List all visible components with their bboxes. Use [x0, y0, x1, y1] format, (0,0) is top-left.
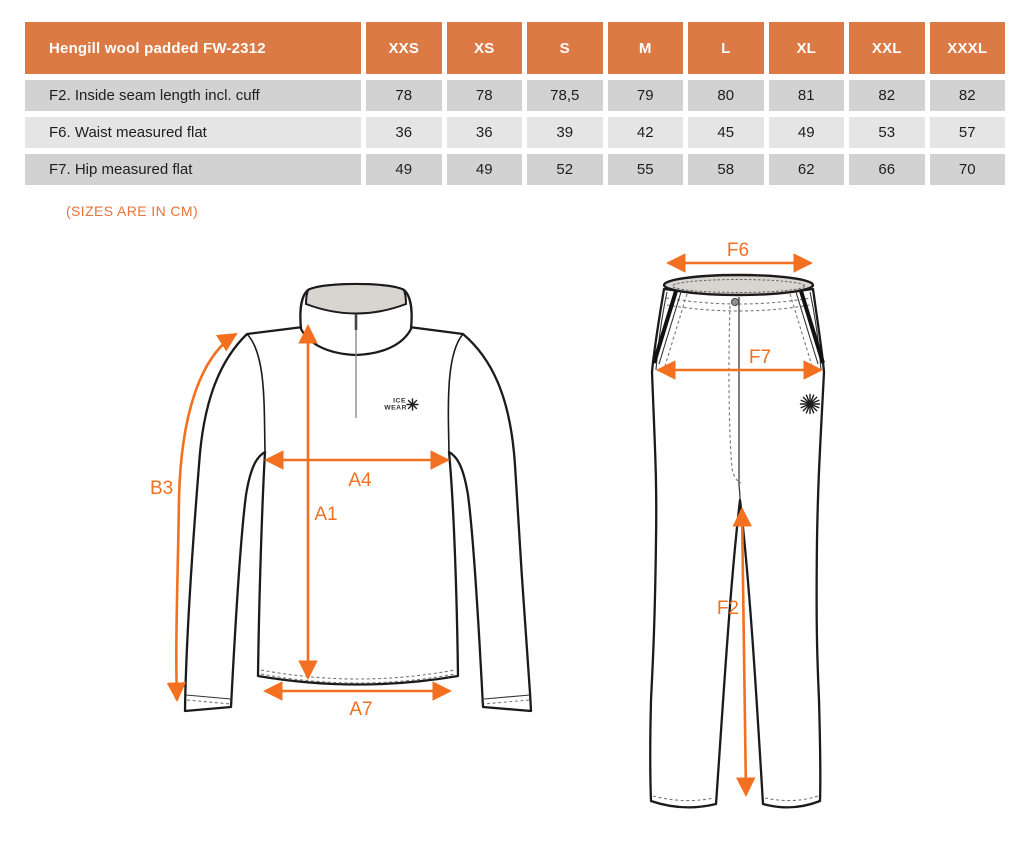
measure-value-cell: 58	[688, 154, 764, 185]
snowflake-icon	[407, 399, 418, 410]
measure-value-cell: 36	[366, 117, 442, 148]
collar-opening	[306, 284, 406, 314]
measure-value-cell: 53	[849, 117, 925, 148]
logo-text-bottom: WEAR	[384, 404, 407, 412]
measure-value-cell: 49	[769, 117, 845, 148]
measure-value-cell: 62	[769, 154, 845, 185]
inseam-length-label: F2	[716, 598, 739, 619]
sweater-outline	[185, 327, 531, 711]
logo-text-top: ICE	[393, 397, 406, 405]
size-column-header: XS	[447, 22, 523, 74]
waist-width-label: F6	[726, 240, 750, 261]
measure-row-label: F2. Inside seam length incl. cuff	[25, 80, 361, 111]
measure-value-cell: 49	[366, 154, 442, 185]
measure-value-cell: 78,5	[527, 80, 603, 111]
size-column-header: L	[688, 22, 764, 74]
snowflake-icon	[801, 395, 820, 414]
measure-value-cell: 57	[930, 117, 1006, 148]
pants-drawing	[650, 240, 824, 807]
measure-value-cell: 66	[849, 154, 925, 185]
sleeve-length-label: B3	[150, 478, 174, 499]
front-length-label: A1	[314, 504, 338, 525]
size-column-header: S	[527, 22, 603, 74]
pants-outline	[650, 289, 824, 807]
measure-value-cell: 82	[849, 80, 925, 111]
measure-value-cell: 36	[447, 117, 523, 148]
measure-value-cell: 81	[769, 80, 845, 111]
size-column-header: M	[608, 22, 684, 74]
measure-value-cell: 79	[608, 80, 684, 111]
measure-value-cell: 55	[608, 154, 684, 185]
measure-value-cell: 42	[608, 117, 684, 148]
product-name-header: Hengill wool padded FW-2312	[25, 22, 361, 74]
size-column-header: XXS	[366, 22, 442, 74]
measure-value-cell: 80	[688, 80, 764, 111]
measure-value-cell: 52	[527, 154, 603, 185]
measure-value-cell: 45	[688, 117, 764, 148]
units-note: (SIZES ARE IN CM)	[66, 203, 199, 219]
hip-width-label: F7	[748, 347, 772, 368]
measure-value-cell: 49	[447, 154, 523, 185]
hem-width-label: A7	[349, 699, 373, 720]
size-column-header: XXL	[849, 22, 925, 74]
measure-value-cell: 78	[366, 80, 442, 111]
waist-opening	[664, 275, 813, 295]
size-column-header: XL	[769, 22, 845, 74]
measure-row-label: F7. Hip measured flat	[25, 154, 361, 185]
measure-value-cell: 70	[930, 154, 1006, 185]
measure-row-label: F6. Waist measured flat	[25, 117, 361, 148]
chest-width-label: A4	[348, 470, 372, 491]
sweater-drawing	[150, 284, 531, 720]
measure-value-cell: 39	[527, 117, 603, 148]
measure-value-cell: 78	[447, 80, 523, 111]
size-column-header: XXXL	[930, 22, 1006, 74]
measure-value-cell: 82	[930, 80, 1006, 111]
waist-button	[731, 298, 738, 305]
